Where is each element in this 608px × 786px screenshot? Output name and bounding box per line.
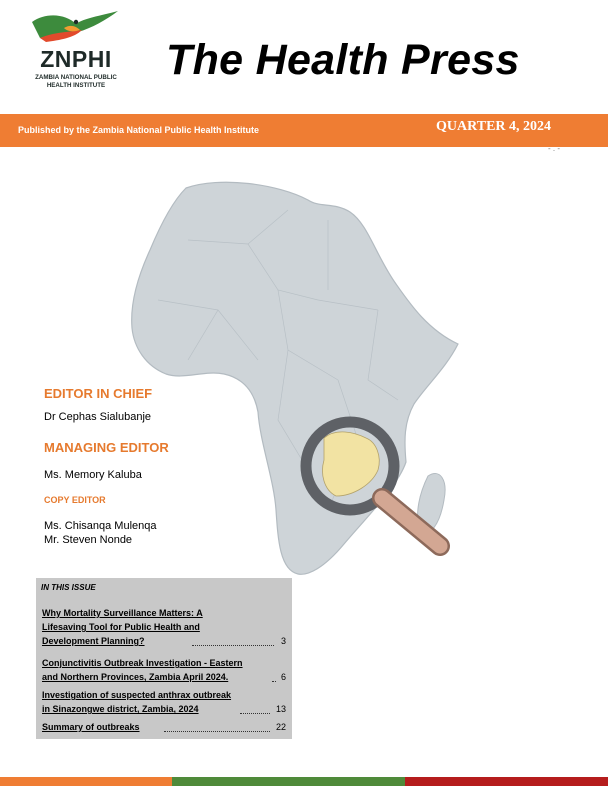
managing-editor-heading: MANAGING EDITOR — [44, 440, 169, 455]
toc-leader — [240, 713, 270, 714]
editor-in-chief-name: Dr Cephas Sialubanje — [44, 411, 152, 423]
issue-quarter: QUARTER 4, 2024 — [436, 119, 552, 134]
logo-subtitle: ZAMBIA NATIONAL PUBLIC HEALTH INSTITUTE — [35, 74, 117, 89]
znphi-logo — [26, 8, 126, 96]
footer-stripe-orange — [0, 777, 172, 786]
africa-map-illustration — [128, 180, 468, 580]
toc-entry[interactable] — [42, 656, 286, 684]
publisher-line: Published by the Zambia National Public Health Institute — [18, 125, 260, 135]
toc-entry[interactable] — [42, 606, 286, 648]
footer-stripe-green — [172, 777, 405, 786]
header-banner — [0, 114, 608, 147]
toc-entry[interactable] — [42, 720, 286, 734]
toc-entry-line: Lifesaving Tool for Public Health and — [42, 622, 200, 632]
logo-wordmark: ZNPHI — [40, 46, 112, 72]
copy-editor-name: Ms. Chisanqa Mulenqa — [44, 520, 157, 532]
toc-entry-line: Conjunctivitis Outbreak Investigation - Eastern — [42, 658, 243, 668]
toc-page-number: 13 — [275, 704, 286, 714]
toc-entry-line: in Sinazongwe district, Zambia, 2024 — [42, 704, 199, 714]
toc-page-number: 22 — [275, 722, 286, 732]
in-this-issue-box — [36, 578, 292, 739]
toc-entry-line: Why Mortality Surveillance Matters: A — [42, 608, 203, 618]
in-this-issue-heading: IN THIS ISSUE — [41, 583, 96, 592]
editor-in-chief-heading: EDITOR IN CHIEF — [44, 386, 153, 401]
managing-editor-name: Ms. Memory Kaluba — [44, 469, 142, 481]
banner-mark: - . - — [548, 144, 560, 153]
toc-page-number: 3 — [280, 636, 286, 646]
toc-entry-line: and Northern Provinces, Zambia April 2024. — [42, 672, 229, 682]
copy-editor-heading: COPY EDITOR — [44, 495, 106, 505]
copy-editor-name: Mr. Steven Nonde — [44, 534, 133, 546]
page-title: The Health Press — [166, 36, 520, 84]
bird-emblem-icon — [26, 8, 126, 48]
toc-entry-line: Development Planning? — [42, 636, 145, 646]
toc-leader — [192, 645, 274, 646]
toc-entry-line: Summary of outbreaks — [42, 722, 140, 732]
footer-stripe-red — [405, 777, 608, 786]
toc-entry[interactable] — [42, 688, 286, 716]
toc-page-number: 6 — [280, 672, 286, 682]
toc-leader — [272, 681, 276, 682]
toc-leader — [164, 731, 270, 732]
toc-entry-line: Investigation of suspected anthrax outbreak — [42, 690, 232, 700]
